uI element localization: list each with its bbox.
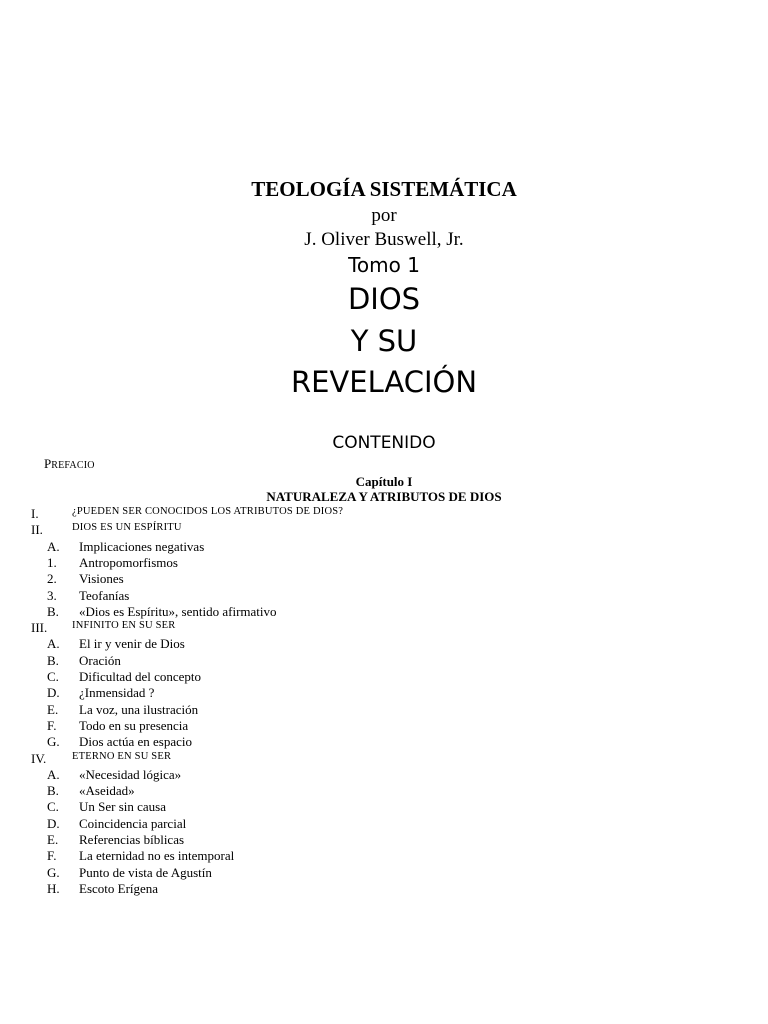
toc-number: A. (47, 636, 60, 652)
toc-item-row (0, 539, 768, 556)
toc-item-row (0, 734, 768, 751)
toc-text: Teofanías (79, 587, 130, 603)
toc-text: ¿Inmensidad ? (79, 685, 155, 701)
prefacio-rest: REFACIO (51, 460, 95, 471)
toc-text: «Dios es Espíritu», sentido afirmativo (79, 603, 277, 619)
toc-item-row (0, 832, 768, 849)
toc-item-row (0, 799, 768, 816)
author-name: J. Oliver Buswell, Jr. (304, 229, 464, 250)
toc-number: F. (47, 717, 57, 733)
toc-number: D. (47, 685, 60, 701)
toc-item-row (0, 783, 768, 800)
toc-item-row (0, 865, 768, 882)
toc-text: El ir y venir de Dios (79, 636, 185, 652)
toc-number: F. (47, 848, 57, 864)
toc-number: 3. (47, 587, 57, 603)
toc-item-row (0, 816, 768, 833)
toc-item-row (0, 848, 768, 865)
toc-text: La eternidad no es intemporal (79, 848, 235, 864)
toc-item-row (0, 767, 768, 784)
contents-heading: CONTENIDO (332, 433, 436, 453)
toc-text: Antropomorfismos (79, 554, 178, 570)
toc-item-row (0, 685, 768, 702)
toc-text: «Necesidad lógica» (79, 766, 182, 782)
toc-item-row (0, 571, 768, 588)
toc-text: ¿PUEDEN SER CONOCIDOS LOS ATRIBUTOS DE DIOS? (72, 506, 344, 517)
toc-text: ETERNO EN SU SER (72, 750, 172, 762)
toc-text: Referencias bíblicas (79, 832, 185, 847)
toc-text: Escoto Erígena (79, 880, 159, 896)
toc-text: Visiones (79, 571, 124, 587)
toc-number: 1. (47, 554, 57, 570)
toc-text: Punto de vista de Agustín (79, 864, 212, 880)
chapter-number: Capítulo I (355, 474, 413, 489)
toc-item-row (0, 555, 768, 572)
toc-text: DIOS ES UN ESPÍRITU (72, 522, 182, 534)
toc-number: G. (47, 734, 60, 750)
toc-item-row (0, 604, 768, 621)
toc-prefacio (44, 456, 95, 472)
toc-section-row (0, 506, 768, 523)
toc-number: III. (31, 620, 48, 636)
toc-section-row (0, 751, 768, 768)
toc-section-row (0, 522, 768, 539)
toc-text: INFINITO EN SU SER (72, 620, 176, 632)
toc-number: G. (47, 864, 60, 880)
toc-item-row (0, 702, 768, 719)
toc-text: Coincidencia parcial (79, 815, 187, 831)
main-title-line-2: Y SU (350, 324, 418, 358)
main-title-line-3: REVELACIÓN (290, 365, 478, 399)
toc-item-row (0, 718, 768, 735)
toc-text: «Aseidad» (79, 783, 135, 799)
toc-text: La voz, una ilustración (79, 701, 199, 717)
toc-section-row (0, 620, 768, 637)
toc-item-row (0, 588, 768, 605)
toc-number: B. (47, 652, 59, 668)
toc-number: E. (47, 701, 59, 717)
toc-item-row (0, 653, 768, 670)
toc-text: Dificultad del concepto (79, 669, 202, 684)
toc-text: Implicaciones negativas (79, 538, 205, 554)
toc-number: C. (47, 669, 59, 684)
prefacio-initial: P (44, 456, 52, 471)
toc-number: H. (47, 880, 60, 896)
toc-text: Un Ser sin causa (79, 799, 167, 815)
toc-text: Todo en su presencia (79, 717, 189, 733)
book-title: TEOLOGÍA SISTEMÁTICA (251, 177, 517, 201)
by-line: por (371, 205, 397, 226)
toc-item-row (0, 669, 768, 686)
toc-number: II. (31, 522, 43, 538)
toc-number: 2. (47, 571, 57, 587)
toc-text: Dios actúa en espacio (79, 734, 192, 750)
toc-text: Oración (79, 652, 121, 668)
chapter-title: NATURALEZA Y ATRIBUTOS DE DIOS (266, 489, 502, 504)
toc-number: E. (47, 832, 59, 847)
toc-number: A. (47, 766, 60, 782)
toc-item-row (0, 636, 768, 653)
toc-number: I. (31, 506, 39, 521)
toc-number: B. (47, 783, 59, 799)
toc-number: IV. (31, 750, 47, 766)
toc-number: D. (47, 815, 60, 831)
volume-label: Tomo 1 (348, 253, 420, 277)
toc-number: A. (47, 538, 60, 554)
toc-item-row (0, 881, 768, 898)
toc-number: C. (47, 799, 59, 815)
toc-number: B. (47, 603, 59, 619)
main-title-line-1: DIOS (347, 282, 421, 316)
